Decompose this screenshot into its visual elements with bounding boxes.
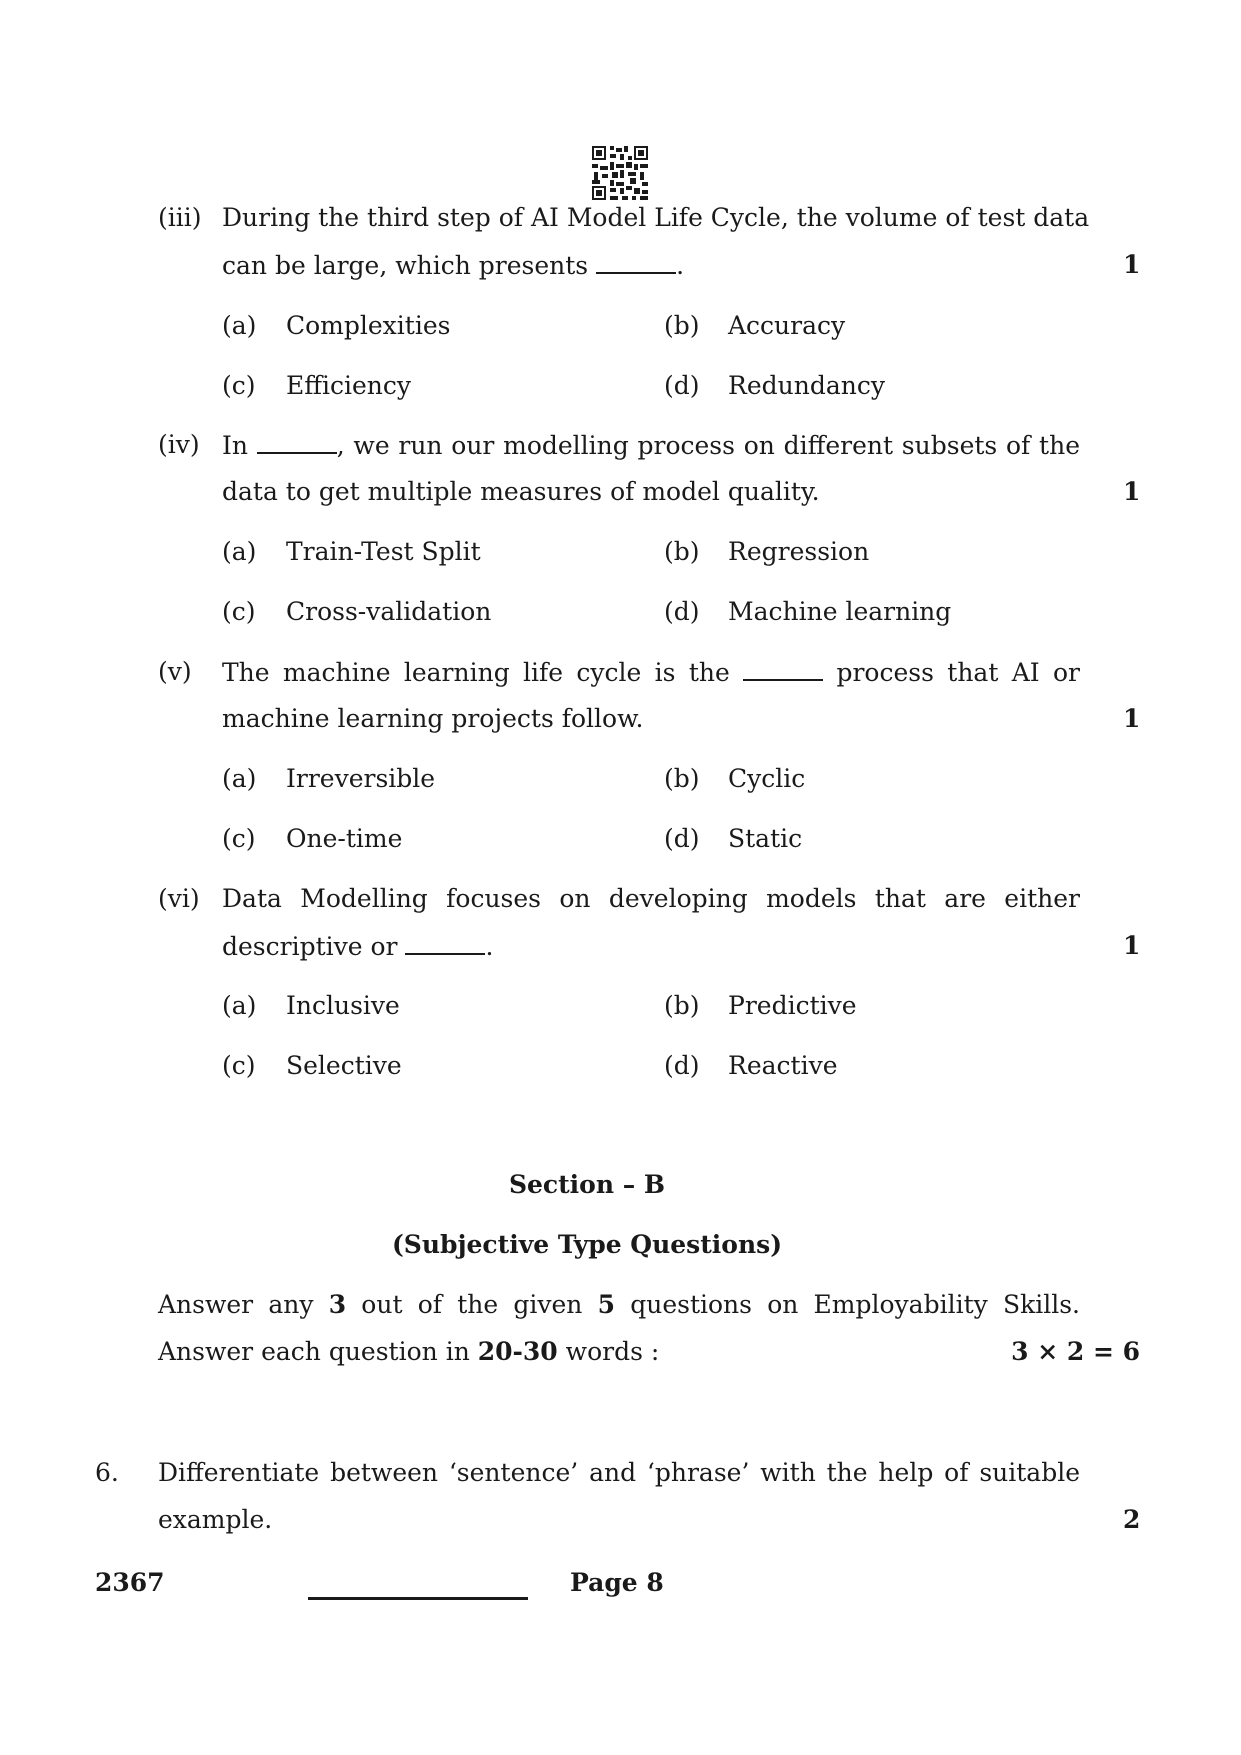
question-marks: 1 xyxy=(1123,477,1141,506)
footer-divider xyxy=(308,1597,528,1600)
option-label: (c) xyxy=(222,824,256,853)
option-b: Regression xyxy=(728,537,870,566)
question-marks: 1 xyxy=(1123,704,1141,733)
instruction-text: Answer any xyxy=(158,1290,329,1319)
option-label: (d) xyxy=(664,1051,700,1080)
option-label: (b) xyxy=(664,991,700,1020)
question-text-line2 xyxy=(222,931,493,962)
option-b: Accuracy xyxy=(728,311,846,340)
section-instruction-line2 xyxy=(158,1337,659,1367)
option-b: Cyclic xyxy=(728,764,806,793)
qr-code-icon xyxy=(592,146,648,200)
question-marks: 1 xyxy=(1123,250,1141,279)
instruction-text: Answer each question in xyxy=(158,1337,478,1366)
option-label: (a) xyxy=(222,991,257,1020)
question-text: process that AI or xyxy=(823,658,1080,687)
question-text-line1 xyxy=(222,657,1080,688)
question-text: can be large, which presents xyxy=(222,251,597,280)
option-label: (a) xyxy=(222,311,257,340)
option-label: (d) xyxy=(664,371,700,400)
section-instruction-line1 xyxy=(158,1290,1080,1320)
fill-blank xyxy=(257,430,337,454)
fill-blank xyxy=(405,931,485,955)
option-label: (c) xyxy=(222,371,256,400)
question-text-line2: example. xyxy=(158,1505,273,1534)
option-d: Redundancy xyxy=(728,371,885,400)
option-a: Train-Test Split xyxy=(286,537,481,566)
question-text: In xyxy=(222,431,257,460)
option-label: (c) xyxy=(222,597,256,626)
option-d: Reactive xyxy=(728,1051,838,1080)
question-number: (iii) xyxy=(158,203,202,232)
question-marks: 1 xyxy=(1123,931,1141,960)
option-label: (b) xyxy=(664,311,700,340)
section-marks: 3 × 2 = 6 xyxy=(1011,1337,1140,1366)
question-text-line1: Differentiate between ‘sentence’ and ‘phrase’ with the help of suitable xyxy=(158,1458,1080,1487)
instruction-total: 5 xyxy=(597,1290,616,1319)
option-d: Static xyxy=(728,824,803,853)
option-c: Cross-validation xyxy=(286,597,492,626)
question-marks: 2 xyxy=(1123,1505,1141,1534)
option-label: (a) xyxy=(222,764,257,793)
option-a: Complexities xyxy=(286,311,451,340)
question-number: (vi) xyxy=(158,884,200,913)
fill-blank xyxy=(743,657,823,681)
question-text-line2: data to get multiple measures of model quality. xyxy=(222,477,820,506)
instruction-text: out of the given xyxy=(346,1290,598,1319)
section-title: Section – B xyxy=(508,1170,666,1199)
question-text-line1 xyxy=(222,430,1080,461)
instruction-text: questions on Employability Skills. xyxy=(615,1290,1080,1319)
question-text: The machine learning life cycle is the xyxy=(222,658,744,687)
section-subtitle: (Subjective Type Questions) xyxy=(391,1230,783,1259)
option-label: (d) xyxy=(664,824,700,853)
question-number: (iv) xyxy=(158,430,200,459)
question-text-line1: Data Modelling focuses on developing models that are either xyxy=(222,884,1080,913)
option-label: (b) xyxy=(664,537,700,566)
option-c: One-time xyxy=(286,824,403,853)
question-number: 6. xyxy=(95,1458,119,1487)
option-c: Selective xyxy=(286,1051,402,1080)
option-b: Predictive xyxy=(728,991,857,1020)
question-text-line2: machine learning projects follow. xyxy=(222,704,644,733)
option-label: (c) xyxy=(222,1051,256,1080)
page-number: Page 8 xyxy=(570,1568,664,1597)
fill-blank xyxy=(596,250,676,274)
option-a: Irreversible xyxy=(286,764,436,793)
option-d: Machine learning xyxy=(728,597,952,626)
question-text: . xyxy=(485,932,494,961)
option-label: (a) xyxy=(222,537,257,566)
option-c: Efficiency xyxy=(286,371,412,400)
question-text-line2 xyxy=(222,250,684,281)
paper-code: 2367 xyxy=(95,1568,165,1597)
option-a: Inclusive xyxy=(286,991,400,1020)
question-text: . xyxy=(676,251,685,280)
instruction-word-limit: 20-30 xyxy=(477,1337,558,1366)
option-label: (b) xyxy=(664,764,700,793)
question-number: (v) xyxy=(158,657,192,686)
question-text-line1: During the third step of AI Model Life Cycle, the volume of test data xyxy=(222,203,1090,232)
instruction-text: words : xyxy=(557,1337,660,1366)
question-text: , we run our modelling process on different subsets of the xyxy=(336,431,1080,460)
option-label: (d) xyxy=(664,597,700,626)
question-text: descriptive or xyxy=(222,932,406,961)
instruction-count: 3 xyxy=(328,1290,347,1319)
